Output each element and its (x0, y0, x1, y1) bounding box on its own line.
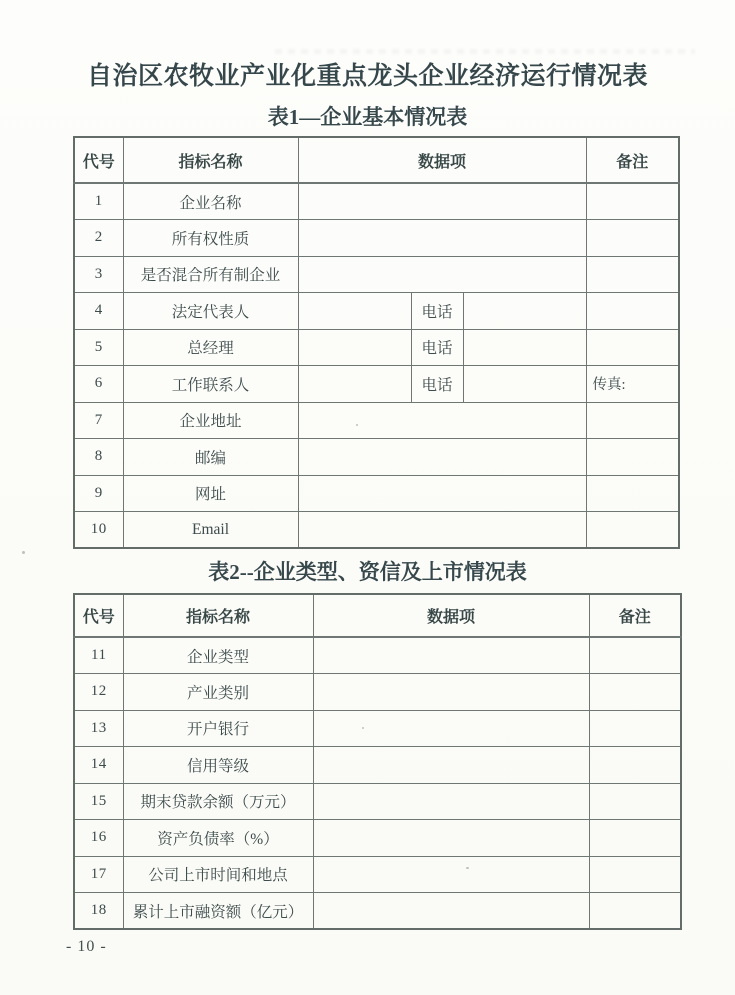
data-entry-cell (313, 637, 589, 674)
table1-row (74, 402, 679, 439)
table2-header-remark: 备注 (589, 594, 681, 637)
data-entry-cell (298, 439, 586, 476)
table1-header-row (74, 137, 679, 183)
row-indicator-name: 信用等级 (123, 747, 313, 784)
data-entry-cell (313, 856, 589, 893)
table1-row (74, 475, 679, 512)
table2-row (74, 893, 681, 930)
row-indicator-name: 资产负债率（%） (123, 820, 313, 857)
row-code: 14 (74, 747, 123, 784)
row-code: 3 (74, 256, 123, 293)
table2-row (74, 820, 681, 857)
row-code: 9 (74, 475, 123, 512)
page-number: - 10 - (66, 938, 107, 955)
phone-entry-cell (463, 329, 586, 366)
row-indicator-name: 企业地址 (123, 402, 298, 439)
phone-label: 电话 (411, 293, 463, 330)
table1-header-name: 指标名称 (123, 137, 298, 183)
row-indicator-name: 产业类别 (123, 674, 313, 711)
row-remark (589, 783, 681, 820)
row-remark (589, 893, 681, 930)
table1-row (74, 366, 679, 403)
row-remark (589, 710, 681, 747)
row-remark (589, 637, 681, 674)
phone-label: 电话 (411, 329, 463, 366)
data-entry-cell (313, 893, 589, 930)
row-remark: 传真: (586, 366, 679, 403)
row-indicator-name: 网址 (123, 475, 298, 512)
table2-caption: 表2--企业类型、资信及上市情况表 (208, 560, 527, 584)
scan-speck (22, 551, 25, 554)
data-entry-cell (298, 256, 586, 293)
data-entry-cell (298, 220, 586, 257)
row-remark (589, 856, 681, 893)
data-entry-cell (313, 820, 589, 857)
row-remark (586, 329, 679, 366)
table2-header-name: 指标名称 (123, 594, 313, 637)
row-remark (586, 183, 679, 220)
scan-speck (466, 867, 469, 869)
row-code: 7 (74, 402, 123, 439)
row-remark (586, 293, 679, 330)
row-indicator-name: 累计上市融资额（亿元） (123, 893, 313, 930)
row-remark (589, 747, 681, 784)
phone-entry-cell (463, 366, 586, 403)
table1-row (74, 329, 679, 366)
data-entry-cell (298, 293, 411, 330)
table2-row (74, 637, 681, 674)
row-code: 12 (74, 674, 123, 711)
table1-header-data: 数据项 (298, 137, 586, 183)
row-indicator-name: 邮编 (123, 439, 298, 476)
row-code: 13 (74, 710, 123, 747)
data-entry-cell (298, 512, 586, 549)
table2-header-data: 数据项 (313, 594, 589, 637)
row-indicator-name: 法定代表人 (123, 293, 298, 330)
row-remark (586, 256, 679, 293)
row-remark (589, 820, 681, 857)
data-entry-cell (298, 402, 586, 439)
row-remark (586, 220, 679, 257)
data-entry-cell (298, 366, 411, 403)
table1-basic-info (73, 136, 680, 549)
table1-row (74, 439, 679, 476)
table1-row (74, 220, 679, 257)
row-code: 1 (74, 183, 123, 220)
data-entry-cell (313, 783, 589, 820)
table2-row (74, 856, 681, 893)
table2-row (74, 747, 681, 784)
row-indicator-name: 是否混合所有制企业 (123, 256, 298, 293)
scan-speck (356, 424, 358, 426)
row-code: 4 (74, 293, 123, 330)
row-code: 11 (74, 637, 123, 674)
scan-speck (362, 727, 364, 729)
row-code: 17 (74, 856, 123, 893)
row-code: 2 (74, 220, 123, 257)
data-entry-cell (313, 674, 589, 711)
row-code: 6 (74, 366, 123, 403)
row-remark (589, 674, 681, 711)
row-indicator-name: Email (123, 512, 298, 549)
document-title: 自治区农牧业产业化重点龙头企业经济运行情况表 (86, 63, 648, 90)
table1-row (74, 256, 679, 293)
table2-header-code: 代号 (74, 594, 123, 637)
table2-type-credit-listing (73, 593, 682, 930)
data-entry-cell (313, 747, 589, 784)
scan-bleed-artifact (275, 49, 695, 54)
row-indicator-name: 公司上市时间和地点 (123, 856, 313, 893)
row-remark (586, 439, 679, 476)
table1-row (74, 512, 679, 549)
table2-row (74, 710, 681, 747)
table1-row (74, 183, 679, 220)
phone-label: 电话 (411, 366, 463, 403)
table2-header-row (74, 594, 681, 637)
table1-header-remark: 备注 (586, 137, 679, 183)
row-code: 15 (74, 783, 123, 820)
row-indicator-name: 开户银行 (123, 710, 313, 747)
row-indicator-name: 工作联系人 (123, 366, 298, 403)
row-indicator-name: 总经理 (123, 329, 298, 366)
row-remark (586, 402, 679, 439)
table1-caption: 表1—企业基本情况表 (267, 105, 468, 129)
row-indicator-name: 所有权性质 (123, 220, 298, 257)
row-code: 5 (74, 329, 123, 366)
row-code: 8 (74, 439, 123, 476)
table1-row (74, 293, 679, 330)
row-code: 10 (74, 512, 123, 549)
table2-row (74, 783, 681, 820)
row-remark (586, 475, 679, 512)
data-entry-cell (298, 475, 586, 512)
row-indicator-name: 企业名称 (123, 183, 298, 220)
table1-header-code: 代号 (74, 137, 123, 183)
row-code: 16 (74, 820, 123, 857)
data-entry-cell (298, 183, 586, 220)
phone-entry-cell (463, 293, 586, 330)
data-entry-cell (298, 329, 411, 366)
row-indicator-name: 企业类型 (123, 637, 313, 674)
data-entry-cell (313, 710, 589, 747)
table2-row (74, 674, 681, 711)
row-code: 18 (74, 893, 123, 930)
row-indicator-name: 期末贷款余额（万元） (123, 783, 313, 820)
row-remark (586, 512, 679, 549)
